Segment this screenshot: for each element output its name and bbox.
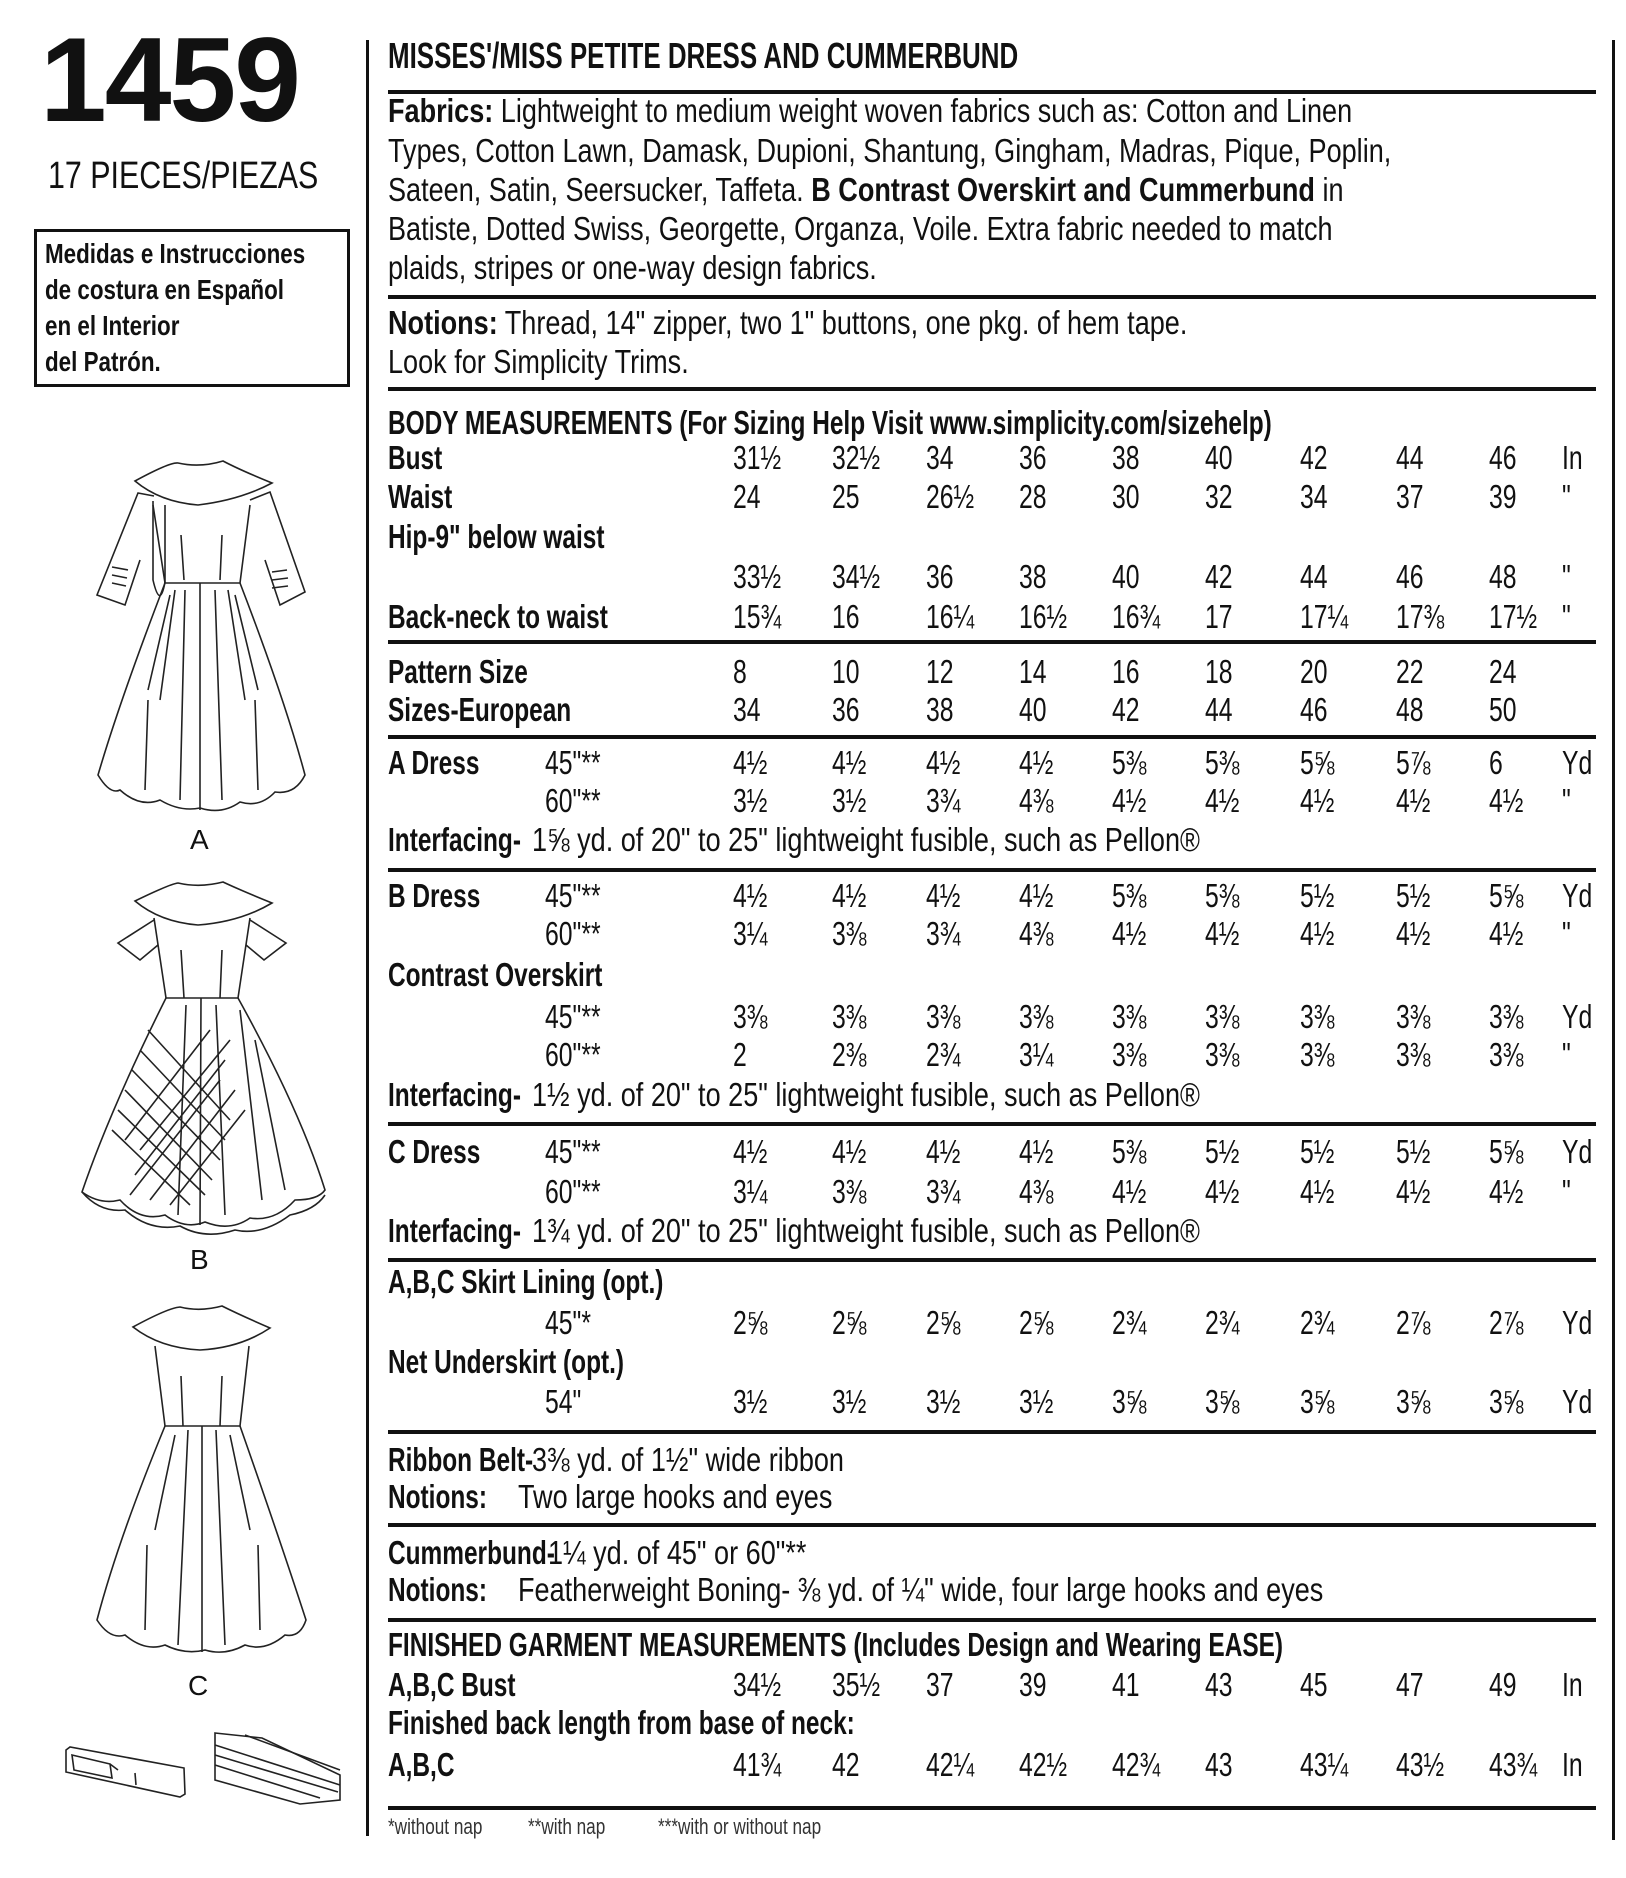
section-divider bbox=[388, 295, 1596, 299]
measurement-value: 32 bbox=[1205, 478, 1233, 515]
fabrics-contrast: B Contrast Overskirt and Cummerbund bbox=[811, 171, 1315, 208]
measurement-value: 31½ bbox=[733, 439, 782, 476]
measurement-value: 6 bbox=[1489, 744, 1503, 781]
unit-label: In bbox=[1562, 439, 1583, 476]
unit-label: " bbox=[1562, 1036, 1571, 1073]
measurement-value: 46 bbox=[1396, 558, 1424, 595]
measurement-value: 4½ bbox=[1112, 915, 1147, 952]
measurement-value: 36 bbox=[926, 558, 954, 595]
measurement-value: 5⅜ bbox=[1112, 1133, 1147, 1170]
measurement-value: 3⅜ bbox=[1112, 998, 1147, 1035]
unit-label: " bbox=[1562, 598, 1571, 635]
unit-label: " bbox=[1562, 1173, 1571, 1210]
measurement-value: 2¾ bbox=[1300, 1304, 1335, 1341]
row-label-back-neck: Back-neck to waist bbox=[388, 598, 608, 635]
measurement-value: 37 bbox=[926, 1666, 954, 1703]
measurement-value: 3⅜ bbox=[1489, 998, 1524, 1035]
row-label-b-dress: B Dress bbox=[388, 877, 481, 914]
fabrics-text: in bbox=[1322, 171, 1344, 208]
measurement-value: 24 bbox=[1489, 653, 1517, 690]
measurement-value: 3⅝ bbox=[1300, 1383, 1335, 1420]
measurement-value: 2⅝ bbox=[926, 1304, 961, 1341]
measurement-value: 3⅜ bbox=[832, 915, 867, 952]
section-divider bbox=[388, 1618, 1596, 1622]
measurement-value: 17¼ bbox=[1300, 598, 1349, 635]
fabrics-label: Fabrics: bbox=[388, 92, 494, 129]
fabric-width: 45"** bbox=[545, 877, 601, 914]
measurement-value: 4½ bbox=[1112, 782, 1147, 819]
measurement-value: 4½ bbox=[1019, 744, 1054, 781]
measurement-value: 5½ bbox=[1396, 1133, 1431, 1170]
fabric-width: 60"** bbox=[545, 1173, 601, 1210]
measurement-value: 5½ bbox=[1396, 877, 1431, 914]
measurement-value: 42 bbox=[1112, 691, 1140, 728]
measurement-value: 48 bbox=[1489, 558, 1517, 595]
measurement-value: 15¾ bbox=[733, 598, 782, 635]
row-label-pattern-size: Pattern Size bbox=[388, 653, 528, 690]
measurement-value: 20 bbox=[1300, 653, 1328, 690]
measurement-value: 5⅜ bbox=[1112, 877, 1147, 914]
measurement-value: 32½ bbox=[832, 439, 881, 476]
measurement-value: 34½ bbox=[733, 1666, 782, 1703]
measurement-value: 3⅜ bbox=[1489, 1036, 1524, 1073]
measurement-value: 5½ bbox=[1205, 1133, 1240, 1170]
unit-label: " bbox=[1562, 478, 1571, 515]
section-divider bbox=[388, 1523, 1596, 1527]
measurement-value: 44 bbox=[1396, 439, 1424, 476]
measurement-value: 4½ bbox=[1300, 1173, 1335, 1210]
measurement-value: 49 bbox=[1489, 1666, 1517, 1703]
measurement-value: 3⅜ bbox=[1396, 998, 1431, 1035]
row-label-finished-bust: A,B,C Bust bbox=[388, 1666, 516, 1703]
measurement-value: 3⅝ bbox=[1205, 1383, 1240, 1420]
measurement-value: 16½ bbox=[1019, 598, 1068, 635]
section-divider bbox=[388, 735, 1596, 739]
measurement-value: 4½ bbox=[1205, 915, 1240, 952]
cummerbund-text: 1¼ yd. of 45" or 60"** bbox=[548, 1534, 807, 1571]
measurement-value: 4½ bbox=[1489, 1173, 1524, 1210]
measurement-value: 17⅜ bbox=[1396, 598, 1445, 635]
measurement-value: 3½ bbox=[733, 1383, 768, 1420]
measurement-value: 43½ bbox=[1396, 1746, 1445, 1783]
measurement-value: 28 bbox=[1019, 478, 1047, 515]
row-label-contrast-overskirt: Contrast Overskirt bbox=[388, 956, 603, 993]
fabrics-text: Sateen, Satin, Seersucker, Taffeta. bbox=[388, 171, 804, 208]
row-label-finished-back-length: Finished back length from base of neck: bbox=[388, 1704, 855, 1741]
footnote-with-or-without-nap: ***with or without nap bbox=[658, 1814, 822, 1839]
measurement-value: 2⅜ bbox=[832, 1036, 867, 1073]
fabric-width: 45"** bbox=[545, 998, 601, 1035]
notions-label: Notions: bbox=[388, 1571, 488, 1608]
row-label-net-underskirt: Net Underskirt (opt.) bbox=[388, 1343, 625, 1380]
measurement-value: 5⅝ bbox=[1300, 744, 1335, 781]
measurement-value: 42¼ bbox=[926, 1746, 975, 1783]
measurement-value: 42 bbox=[1205, 558, 1233, 595]
section-divider bbox=[388, 1122, 1596, 1126]
measurement-value: 3¼ bbox=[733, 915, 768, 952]
measurement-value: 5⅜ bbox=[1205, 744, 1240, 781]
section-divider bbox=[388, 640, 1596, 644]
measurement-value: 4½ bbox=[1019, 877, 1054, 914]
measurement-value: 42¾ bbox=[1112, 1746, 1161, 1783]
measurement-value: 5⅝ bbox=[1489, 1133, 1524, 1170]
fabric-width: 45"** bbox=[545, 1133, 601, 1170]
measurement-value: 44 bbox=[1300, 558, 1328, 595]
measurement-value: 39 bbox=[1489, 478, 1517, 515]
measurement-value: 38 bbox=[1019, 558, 1047, 595]
measurement-value: 3½ bbox=[733, 782, 768, 819]
measurement-value: 4½ bbox=[926, 877, 961, 914]
measurement-value: 4½ bbox=[1300, 915, 1335, 952]
measurement-value: 34 bbox=[926, 439, 954, 476]
section-divider bbox=[388, 868, 1596, 872]
finished-measurements-heading: FINISHED GARMENT MEASUREMENTS (Includes Design and Wearing EASE) bbox=[388, 1626, 1284, 1663]
measurement-value: 4½ bbox=[1489, 915, 1524, 952]
measurement-value: 14 bbox=[1019, 653, 1047, 690]
measurement-value: 4½ bbox=[832, 877, 867, 914]
measurement-value: 4½ bbox=[832, 1133, 867, 1170]
measurement-value: 3¼ bbox=[1019, 1036, 1054, 1073]
measurement-value: 2¾ bbox=[1205, 1304, 1240, 1341]
measurement-value: 3¾ bbox=[926, 782, 961, 819]
row-label-bust: Bust bbox=[388, 439, 443, 476]
fabrics-text: Batiste, Dotted Swiss, Georgette, Organza, Voile. Extra fabric needed to match bbox=[388, 210, 1333, 247]
spanish-note-line: del Patrón. bbox=[45, 346, 161, 377]
footnote-without-nap: *without nap bbox=[388, 1814, 483, 1839]
measurement-value: 3⅜ bbox=[832, 998, 867, 1035]
measurement-value: 12 bbox=[926, 653, 954, 690]
unit-label: In bbox=[1562, 1666, 1583, 1703]
measurement-value: 4½ bbox=[733, 744, 768, 781]
measurement-value: 43 bbox=[1205, 1746, 1233, 1783]
measurement-value: 2¾ bbox=[1112, 1304, 1147, 1341]
measurement-value: 37 bbox=[1396, 478, 1424, 515]
measurement-value: 42 bbox=[1300, 439, 1328, 476]
measurement-value: 4½ bbox=[1396, 1173, 1431, 1210]
measurement-value: 3⅜ bbox=[1300, 1036, 1335, 1073]
measurement-value: 5⅜ bbox=[1112, 744, 1147, 781]
spanish-note-line: en el Interior bbox=[45, 310, 180, 341]
measurement-value: 3⅝ bbox=[1396, 1383, 1431, 1420]
measurement-value: 10 bbox=[832, 653, 860, 690]
measurement-value: 36 bbox=[832, 691, 860, 728]
measurement-value: 2⅝ bbox=[832, 1304, 867, 1341]
measurement-value: 39 bbox=[1019, 1666, 1047, 1703]
notions-label: Notions: bbox=[388, 304, 498, 341]
fabric-width: 60"** bbox=[545, 915, 601, 952]
row-label-hip: Hip-9" below waist bbox=[388, 518, 605, 555]
measurement-value: 4⅜ bbox=[1019, 1173, 1054, 1210]
measurement-value: 8 bbox=[733, 653, 747, 690]
fabric-width: 60"** bbox=[545, 782, 601, 819]
measurement-value: 4½ bbox=[1396, 782, 1431, 819]
measurement-value: 4½ bbox=[1019, 1133, 1054, 1170]
measurement-value: 45 bbox=[1300, 1666, 1328, 1703]
footnote-with-nap: **with nap bbox=[528, 1814, 606, 1839]
measurement-value: 44 bbox=[1205, 691, 1233, 728]
measurement-value: 3½ bbox=[832, 782, 867, 819]
measurement-value: 38 bbox=[926, 691, 954, 728]
measurement-value: 17½ bbox=[1489, 598, 1538, 635]
measurement-value: 3½ bbox=[832, 1383, 867, 1420]
row-label-waist: Waist bbox=[388, 478, 453, 515]
measurement-value: 18 bbox=[1205, 653, 1233, 690]
ribbon-belt-label: Ribbon Belt- bbox=[388, 1441, 534, 1478]
interfacing-text: 1⅝ yd. of 20" to 25" lightweight fusible, such as Pellon® bbox=[532, 821, 1200, 858]
notions-text: Featherweight Boning- ⅜ yd. of ¼" wide, four large hooks and eyes bbox=[518, 1571, 1324, 1608]
measurement-value: 46 bbox=[1300, 691, 1328, 728]
measurement-value: 2¾ bbox=[926, 1036, 961, 1073]
measurement-value: 3⅜ bbox=[1205, 998, 1240, 1035]
cummerbund-label: Cummerbund- bbox=[388, 1534, 555, 1571]
measurement-value: 50 bbox=[1489, 691, 1517, 728]
measurement-value: 2⅝ bbox=[733, 1304, 768, 1341]
unit-label: Yd bbox=[1562, 1304, 1593, 1341]
ribbon-belt-text: 3⅜ yd. of 1½" wide ribbon bbox=[532, 1441, 844, 1478]
measurement-value: 3⅜ bbox=[733, 998, 768, 1035]
measurement-value: 41¾ bbox=[733, 1746, 782, 1783]
measurement-value: 36 bbox=[1019, 439, 1047, 476]
measurement-value: 38 bbox=[1112, 439, 1140, 476]
measurement-value: 3⅝ bbox=[1112, 1383, 1147, 1420]
measurement-value: 3⅜ bbox=[1205, 1036, 1240, 1073]
measurement-value: 16¼ bbox=[926, 598, 975, 635]
row-label-a-dress: A Dress bbox=[388, 744, 480, 781]
measurement-value: 34 bbox=[733, 691, 761, 728]
measurement-value: 17 bbox=[1205, 598, 1233, 635]
fabric-width: 45"** bbox=[545, 744, 601, 781]
unit-label: " bbox=[1562, 558, 1571, 595]
measurement-value: 3⅜ bbox=[1019, 998, 1054, 1035]
measurement-value: 2⅞ bbox=[1396, 1304, 1431, 1341]
measurement-value: 25 bbox=[832, 478, 860, 515]
left-frame-rule bbox=[366, 40, 369, 1836]
measurement-value: 5½ bbox=[1300, 1133, 1335, 1170]
view-label-c: C bbox=[188, 1670, 209, 1701]
measurement-value: 3¾ bbox=[926, 915, 961, 952]
right-frame-rule bbox=[1612, 40, 1615, 1840]
fabric-width: 54" bbox=[545, 1383, 582, 1420]
measurement-value: 4½ bbox=[926, 744, 961, 781]
measurement-value: 3¾ bbox=[926, 1173, 961, 1210]
measurement-value: 2⅝ bbox=[1019, 1304, 1054, 1341]
measurement-value: 40 bbox=[1205, 439, 1233, 476]
notions-label: Notions: bbox=[388, 1478, 488, 1515]
notions-text: Look for Simplicity Trims. bbox=[388, 343, 689, 380]
fabric-width: 45"* bbox=[545, 1304, 591, 1341]
measurement-value: 3⅜ bbox=[832, 1173, 867, 1210]
measurement-value: 4½ bbox=[1489, 782, 1524, 819]
interfacing-label: Interfacing- bbox=[388, 1212, 521, 1249]
measurement-value: 43¼ bbox=[1300, 1746, 1349, 1783]
measurement-value: 4½ bbox=[733, 877, 768, 914]
measurement-value: 16 bbox=[1112, 653, 1140, 690]
measurement-value: 43¾ bbox=[1489, 1746, 1538, 1783]
measurement-value: 16 bbox=[832, 598, 860, 635]
measurement-value: 16¾ bbox=[1112, 598, 1161, 635]
measurement-value: 5⅜ bbox=[1205, 877, 1240, 914]
view-label-a: A bbox=[190, 824, 209, 855]
measurement-value: 42 bbox=[832, 1746, 860, 1783]
unit-label: Yd bbox=[1562, 998, 1593, 1035]
measurement-value: 34 bbox=[1300, 478, 1328, 515]
unit-label: Yd bbox=[1562, 744, 1593, 781]
measurement-value: 4½ bbox=[733, 1133, 768, 1170]
measurement-value: 3¼ bbox=[733, 1173, 768, 1210]
pattern-number: 1459 bbox=[40, 13, 299, 147]
fabrics-text: plaids, stripes or one-way design fabrics. bbox=[388, 249, 877, 286]
notions-text: Two large hooks and eyes bbox=[518, 1478, 833, 1515]
measurement-value: 30 bbox=[1112, 478, 1140, 515]
measurement-value: 40 bbox=[1112, 558, 1140, 595]
measurement-value: 3⅜ bbox=[1112, 1036, 1147, 1073]
measurement-value: 46 bbox=[1489, 439, 1517, 476]
fabrics-text: Types, Cotton Lawn, Damask, Dupioni, Shantung, Gingham, Madras, Pique, Poplin, bbox=[388, 132, 1392, 169]
spanish-note-line: Medidas e Instrucciones bbox=[45, 238, 306, 269]
measurement-value: 4⅜ bbox=[1019, 782, 1054, 819]
measurement-value: 26½ bbox=[926, 478, 975, 515]
page-title: MISSES'/MISS PETITE DRESS AND CUMMERBUND bbox=[388, 35, 1019, 76]
measurement-value: 35½ bbox=[832, 1666, 881, 1703]
interfacing-text: 1½ yd. of 20" to 25" lightweight fusible, such as Pellon® bbox=[532, 1076, 1200, 1113]
measurement-value: 22 bbox=[1396, 653, 1424, 690]
measurement-value: 5⅝ bbox=[1489, 877, 1524, 914]
measurement-value: 5½ bbox=[1300, 877, 1335, 914]
measurement-value: 4½ bbox=[1205, 1173, 1240, 1210]
spanish-note-line: de costura en Español bbox=[45, 274, 284, 305]
measurement-value: 4½ bbox=[1300, 782, 1335, 819]
view-label-b: B bbox=[190, 1244, 209, 1275]
measurement-value: 3⅜ bbox=[1396, 1036, 1431, 1073]
row-label-european-size: Sizes-European bbox=[388, 691, 572, 728]
measurement-value: 4½ bbox=[832, 744, 867, 781]
measurement-value: 43 bbox=[1205, 1666, 1233, 1703]
measurement-value: 2⅞ bbox=[1489, 1304, 1524, 1341]
measurement-value: 3⅜ bbox=[926, 998, 961, 1035]
fabric-width: 60"** bbox=[545, 1036, 601, 1073]
unit-label: " bbox=[1562, 782, 1571, 819]
measurement-value: 42½ bbox=[1019, 1746, 1068, 1783]
measurement-value: 47 bbox=[1396, 1666, 1424, 1703]
interfacing-text: 1¾ yd. of 20" to 25" lightweight fusible, such as Pellon® bbox=[532, 1212, 1200, 1249]
row-label-c-dress: C Dress bbox=[388, 1133, 481, 1170]
measurement-value: 34½ bbox=[832, 558, 881, 595]
unit-label: Yd bbox=[1562, 1133, 1593, 1170]
interfacing-label: Interfacing- bbox=[388, 1076, 521, 1113]
measurement-value: 4⅜ bbox=[1019, 915, 1054, 952]
piece-count: 17 PIECES/PIEZAS bbox=[48, 155, 319, 197]
measurement-value: 4½ bbox=[1112, 1173, 1147, 1210]
row-label-abc: A,B,C bbox=[388, 1746, 455, 1783]
measurement-value: 48 bbox=[1396, 691, 1424, 728]
measurement-value: 4½ bbox=[926, 1133, 961, 1170]
interfacing-label: Interfacing- bbox=[388, 821, 521, 858]
measurement-value: 3½ bbox=[1019, 1383, 1054, 1420]
body-measurements-heading: BODY MEASUREMENTS (For Sizing Help Visit www.simplicity.com/sizehelp) bbox=[388, 404, 1272, 441]
measurement-value: 33½ bbox=[733, 558, 782, 595]
unit-label: In bbox=[1562, 1746, 1583, 1783]
unit-label: Yd bbox=[1562, 1383, 1593, 1420]
row-label-skirt-lining: A,B,C Skirt Lining (opt.) bbox=[388, 1263, 664, 1300]
ribbon-belt-and-cummerbund-illustration bbox=[0, 0, 360, 1878]
unit-label: " bbox=[1562, 915, 1571, 952]
unit-label: Yd bbox=[1562, 877, 1593, 914]
measurement-value: 4½ bbox=[1205, 782, 1240, 819]
measurement-value: 3⅝ bbox=[1489, 1383, 1524, 1420]
section-divider bbox=[388, 387, 1596, 391]
measurement-value: 3½ bbox=[926, 1383, 961, 1420]
measurement-value: 41 bbox=[1112, 1666, 1140, 1703]
measurement-value: 2 bbox=[733, 1036, 747, 1073]
section-divider bbox=[388, 1258, 1596, 1262]
measurement-value: 24 bbox=[733, 478, 761, 515]
section-divider bbox=[388, 1806, 1596, 1810]
notions-text: Thread, 14" zipper, two 1" buttons, one pkg. of hem tape. bbox=[504, 304, 1188, 341]
measurement-value: 40 bbox=[1019, 691, 1047, 728]
measurement-value: 4½ bbox=[1396, 915, 1431, 952]
section-divider bbox=[388, 1430, 1596, 1434]
measurement-value: 3⅜ bbox=[1300, 998, 1335, 1035]
fabrics-text: Lightweight to medium weight woven fabrics such as: Cotton and Linen bbox=[500, 92, 1353, 129]
measurement-value: 5⅞ bbox=[1396, 744, 1431, 781]
